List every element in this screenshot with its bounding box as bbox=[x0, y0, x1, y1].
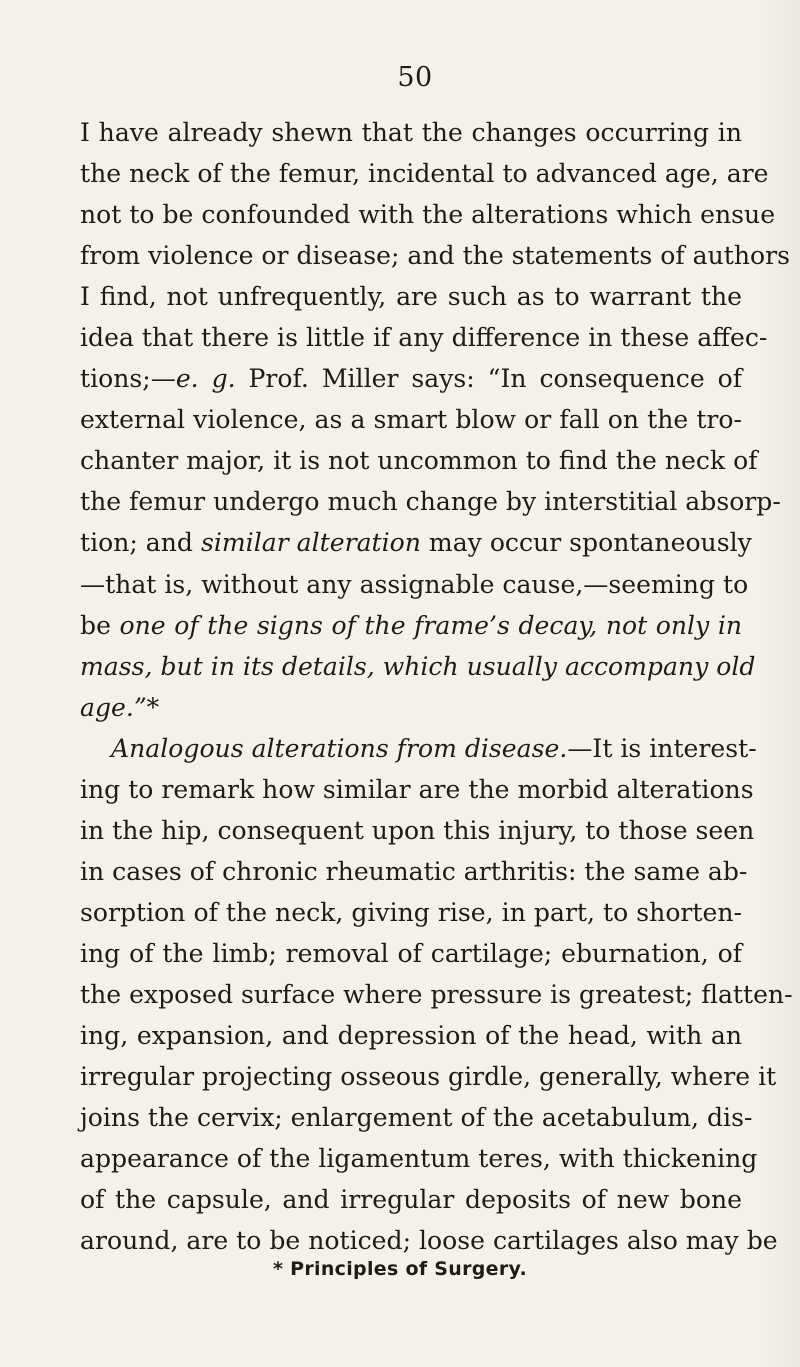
text-line: appearance of the ligamentum teres, with thickening bbox=[80, 1144, 758, 1174]
text-line: chanter major, it is not uncommon to find the neck of bbox=[80, 446, 758, 476]
text-line: ing of the limb; removal of cartilage; eburnation, of bbox=[80, 938, 742, 968]
page-number: 50 bbox=[397, 62, 433, 93]
body-text bbox=[80, 112, 793, 1261]
text-line: the femur undergo much change by interstitial absorp- bbox=[80, 487, 781, 517]
italic-phrase: similar alteration bbox=[200, 528, 421, 558]
text-line: —that is, without any assignable cause,—seeming to bbox=[80, 569, 749, 599]
text-line bbox=[80, 358, 742, 399]
italic-abbreviation: e. g. bbox=[175, 364, 236, 394]
text-line: mass, but in its details, which usually accompany old bbox=[80, 651, 756, 681]
text-line: joins the cervix; enlargement of the acetabulum, dis- bbox=[80, 1103, 753, 1133]
text-line: external violence, as a smart blow or fall on the tro- bbox=[80, 405, 742, 435]
text-run: be bbox=[80, 610, 120, 640]
text-line bbox=[80, 728, 757, 769]
text-line: in the hip, consequent upon this injury, to those seen bbox=[80, 815, 755, 845]
text-run: may occur spontaneously bbox=[420, 528, 752, 558]
text-run: tions;— bbox=[80, 364, 176, 394]
text-line: from violence or disease; and the statements of authors bbox=[80, 241, 790, 271]
text-line: the neck of the femur, incidental to advanced age, are bbox=[80, 159, 769, 189]
text-line: age.”* bbox=[80, 692, 160, 722]
text-run: —It is interest- bbox=[567, 733, 757, 763]
italic-phrase: one of the signs of the frame’s decay, not only in bbox=[119, 610, 743, 640]
text-run: tion; and bbox=[80, 528, 201, 558]
text-line bbox=[80, 522, 752, 563]
text-line: I have already shewn that the changes occurring in bbox=[80, 118, 742, 147]
text-line: ing, expansion, and depression of the head, with an bbox=[80, 1021, 742, 1051]
text-line: of the capsule, and irregular deposits of new bone bbox=[80, 1185, 742, 1215]
text-line: not to be confounded with the alterations which ensue bbox=[80, 200, 776, 230]
text-line: around, are to be noticed; loose cartilages also may be bbox=[80, 1226, 778, 1256]
text-line: in cases of chronic rheumatic arthritis: the same ab- bbox=[80, 856, 748, 886]
text-line: ing to remark how similar are the morbid alterations bbox=[80, 774, 754, 804]
text-line: I find, not unfrequently, are such as to warrant the bbox=[80, 282, 742, 312]
text-run: Prof. Miller says: “In consequence of bbox=[235, 364, 742, 394]
text-line: sorption of the neck, giving rise, in part, to shorten- bbox=[80, 897, 742, 927]
section-heading: Analogous alterations from disease. bbox=[111, 733, 568, 763]
text-line: idea that there is little if any difference in these affec- bbox=[80, 323, 768, 353]
text-line: irregular projecting osseous girdle, generally, where it bbox=[80, 1062, 777, 1092]
text-line bbox=[80, 605, 742, 646]
footnote: * Principles of Surgery. bbox=[272, 1258, 527, 1280]
text-line: the exposed surface where pressure is greatest; flatten- bbox=[80, 979, 793, 1009]
